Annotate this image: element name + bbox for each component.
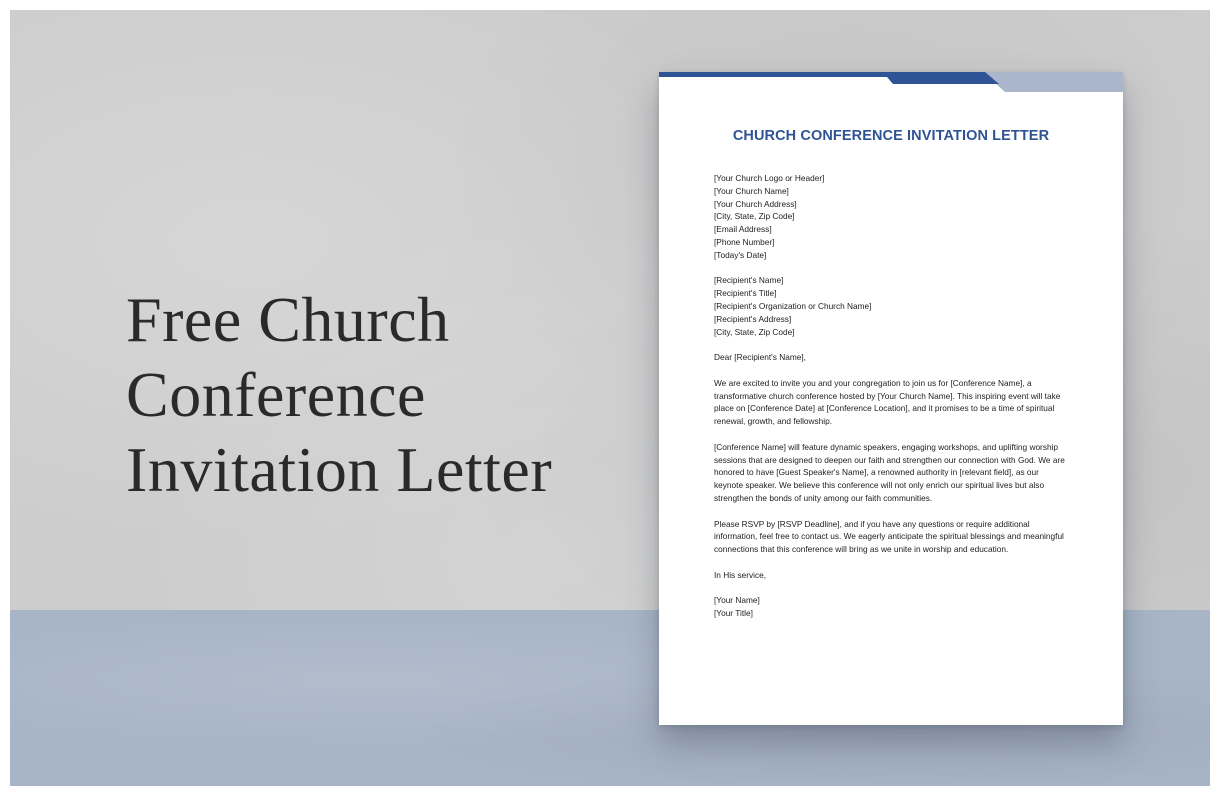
sender-line: [Phone Number] (714, 236, 775, 247)
paragraph-invitation (714, 377, 1084, 428)
paragraph-line: renewal, growth, and fellowship. (714, 416, 833, 427)
paragraph-line: Please RSVP by [RSVP Deadline], and if you have any questions or require additional (714, 518, 1030, 529)
recipient-line: [Recipient's Address] (714, 313, 792, 324)
recipient-line: [City, State, Zip Code] (714, 326, 795, 337)
signature-line: [Your Name] (714, 595, 760, 606)
hero-title (126, 282, 646, 507)
paragraph-line: [Conference Name] will feature dynamic speakers, engaging workshops, and uplifting worship (714, 441, 1059, 452)
paragraph-line: connections that this conference will bring as we unite in worship and education. (714, 544, 1009, 555)
paragraph-line: transformative church conference hosted by [Your Church Name]. This inspiring event will take (714, 390, 1061, 401)
recipient-block (714, 274, 1084, 338)
closing: In His service, (714, 569, 767, 580)
signature-block (714, 594, 1084, 620)
signature-line: [Your Title] (714, 608, 753, 619)
document-title: CHURCH CONFERENCE INVITATION LETTER (732, 128, 1050, 144)
paragraph-rsvp (714, 518, 1084, 556)
sender-line: [Your Church Address] (714, 198, 797, 209)
letter-body (714, 172, 1084, 620)
recipient-line: [Recipient's Name] (714, 275, 784, 286)
header-accent-bar (659, 72, 1123, 94)
background-canvas (10, 10, 1210, 786)
sender-line: [City, State, Zip Code] (714, 211, 795, 222)
recipient-line: [Recipient's Title] (714, 288, 777, 299)
paragraph-line: sessions that are designed to deepen our faith and strengthen our connection with God. We are (714, 454, 1065, 465)
sender-line: [Today's Date] (714, 249, 767, 260)
paragraph-line: strengthen the bonds of unity among our faith communities. (714, 492, 933, 503)
recipient-line: [Recipient's Organization or Church Name] (714, 300, 872, 311)
salutation: Dear [Recipient's Name], (714, 352, 806, 363)
paragraph-line: information, feel free to contact us. We eagerly anticipate the spiritual blessings and meaningful (714, 531, 1064, 542)
hero-title-line: Free Church (126, 284, 450, 355)
hero-title-line: Invitation Letter (126, 434, 553, 505)
paragraph-line: honored to have [Guest Speaker's Name], a renowned authority in [relevant field], as our (714, 467, 1039, 478)
paragraph-line: place on [Conference Date] at [Conference Location], and it promises to be a time of spiritual (714, 403, 1055, 414)
sender-line: [Your Church Name] (714, 185, 789, 196)
letter-document-preview (659, 72, 1123, 725)
hero-title-line: Conference (126, 359, 426, 430)
sender-block (714, 172, 1084, 262)
sender-line: [Your Church Logo or Header] (714, 173, 825, 183)
paragraph-line: keynote speaker. We believe this conference will not only enrich our spiritual lives but also (714, 480, 1045, 491)
paragraph-features (714, 441, 1084, 505)
sender-line: [Email Address] (714, 224, 772, 235)
paragraph-line: We are excited to invite you and your congregation to join us for [Conference Name], a (714, 377, 1032, 388)
